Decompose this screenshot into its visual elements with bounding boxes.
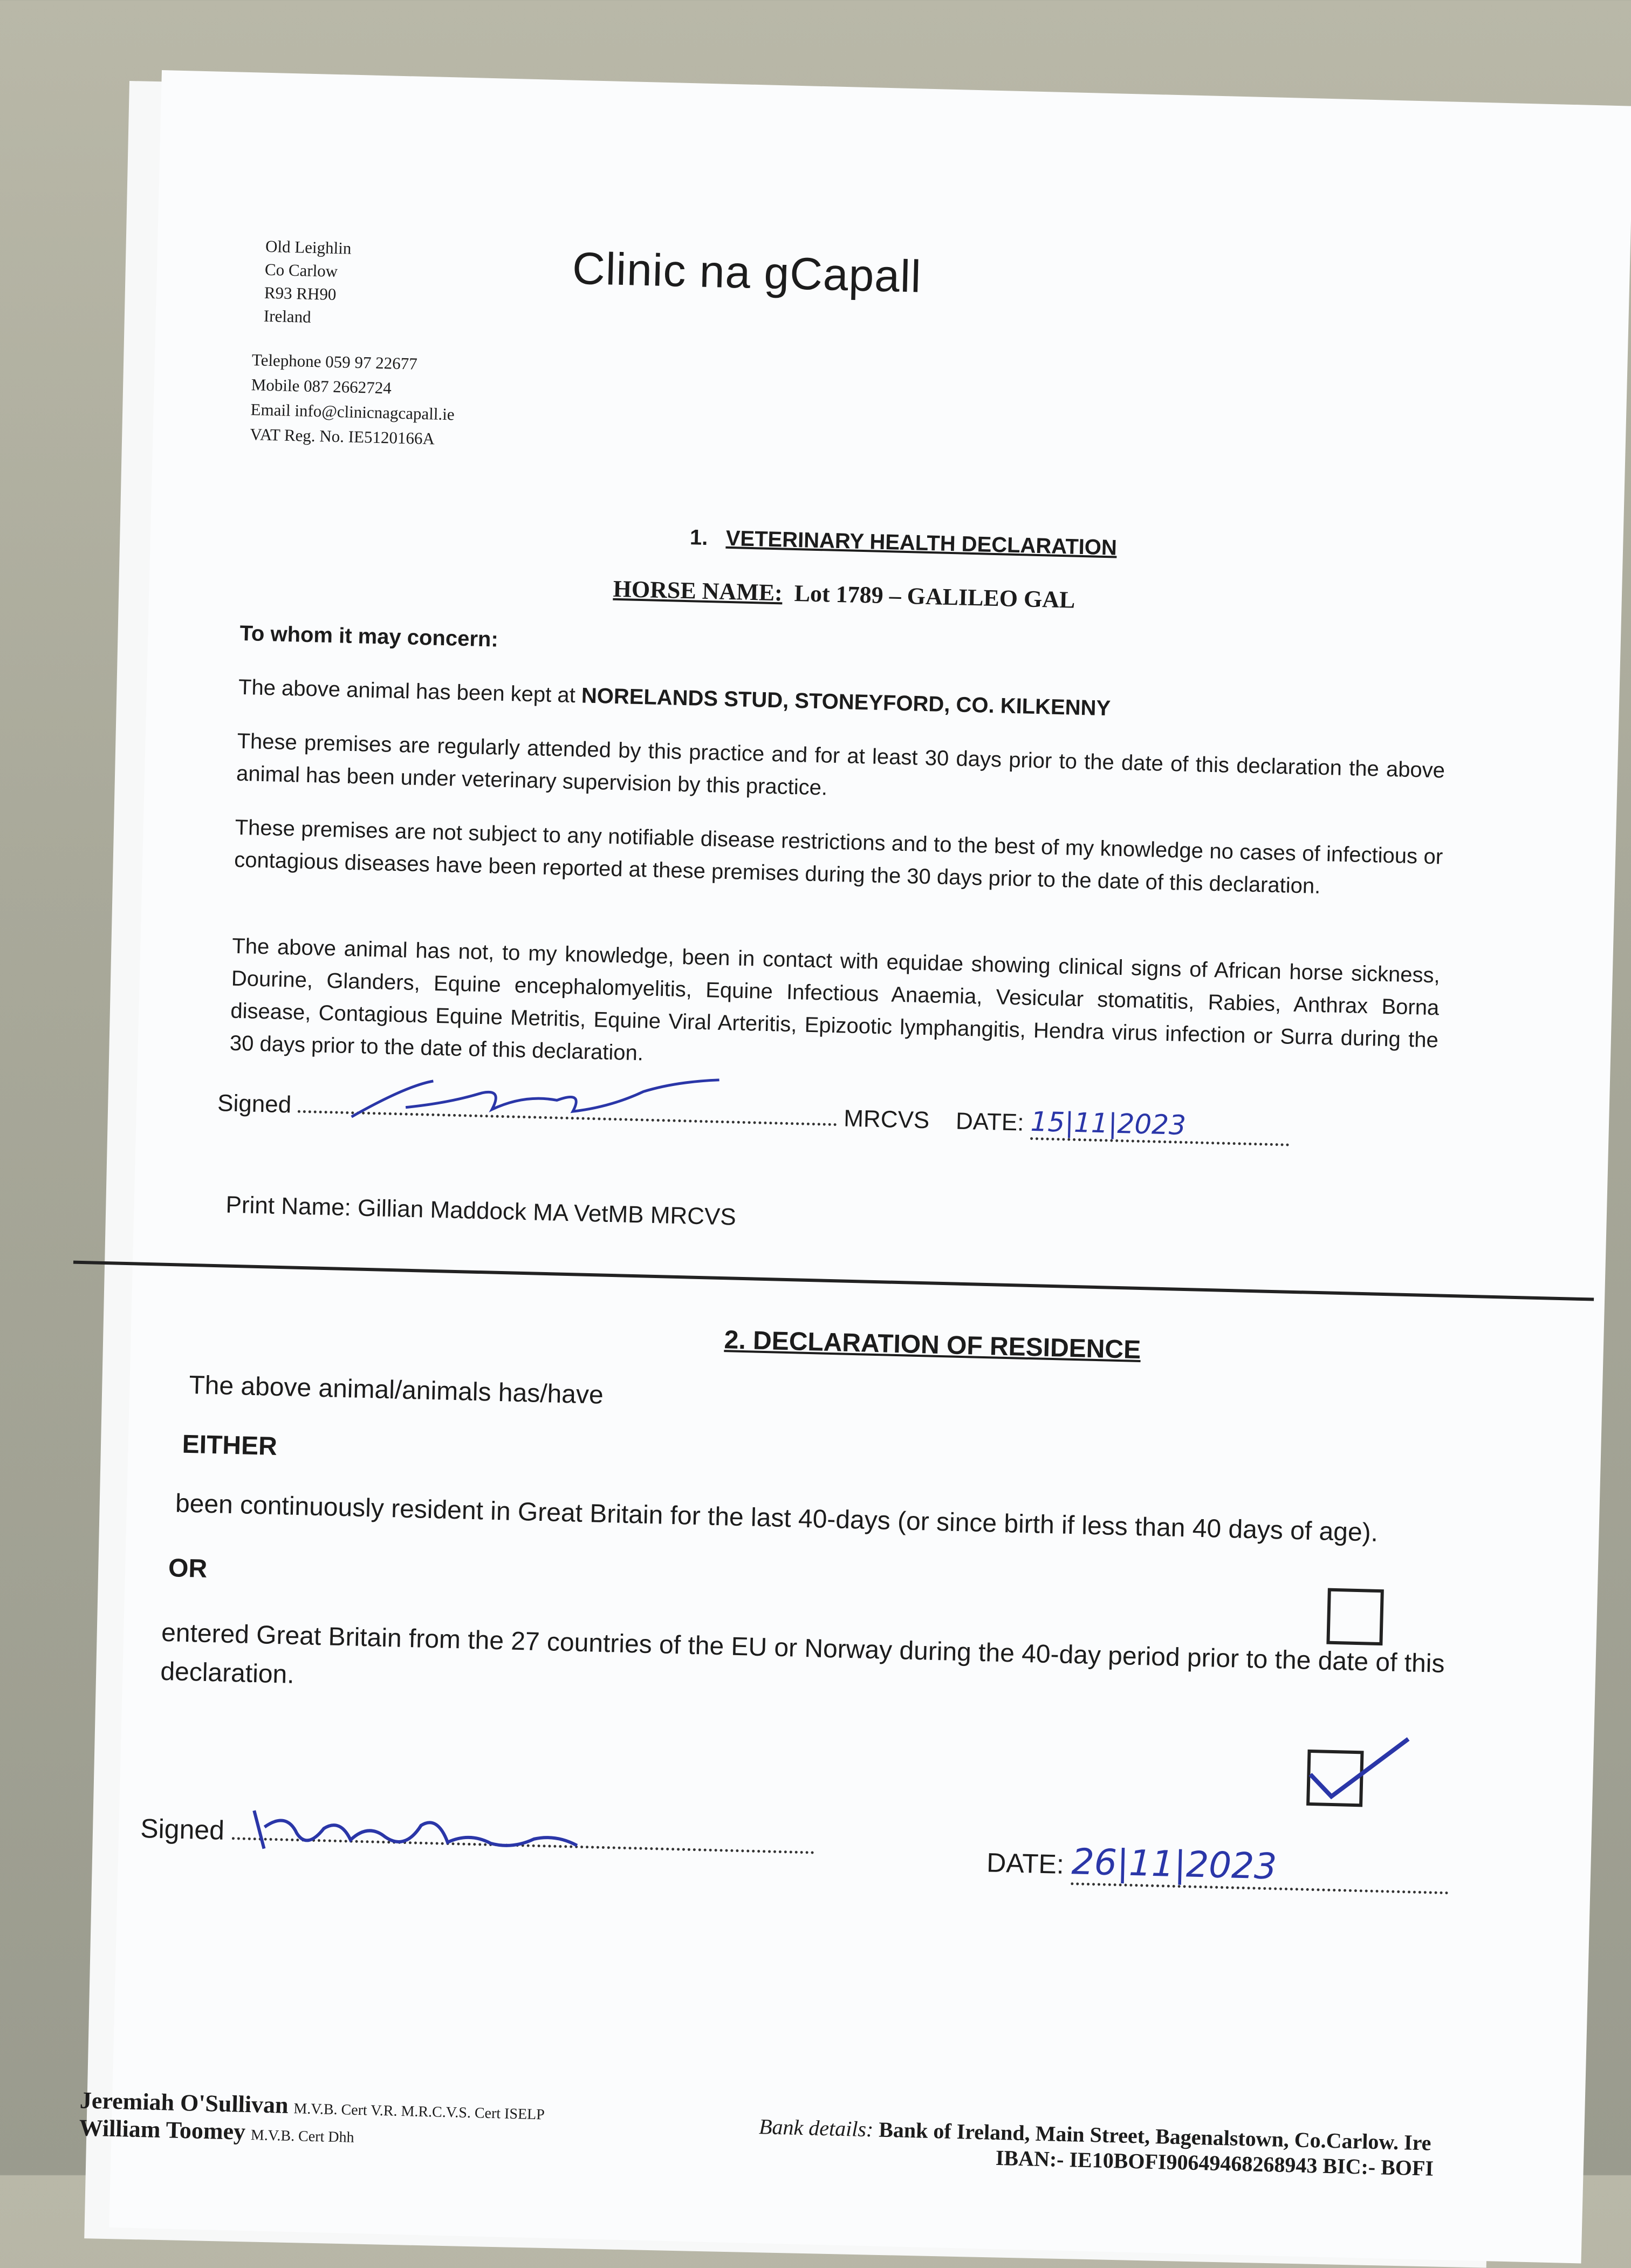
footer-bank [758, 2114, 1568, 2184]
kept-at-line [238, 671, 1447, 733]
clinic-contact [250, 347, 456, 452]
section2-sign-row [140, 1813, 815, 1861]
horse-name-value: Lot 1789 – GALILEO GAL [794, 579, 1075, 613]
section-divider [73, 1261, 1594, 1301]
date-label: DATE: [986, 1847, 1065, 1880]
salutation: To whom it may concern: [239, 621, 499, 652]
clinic-logo: Clinic na gCapall [572, 242, 922, 302]
print-name: Print Name: Gillian Maddock MA VetMB MRCVS [225, 1191, 737, 1231]
para-supervision: These premises are regularly attended by this practice and for at least 30 days prior to the date of this declaration the above animal has been under veterinary supervision by this practice. [236, 729, 1445, 800]
mobile: Mobile 087 2662724 [251, 375, 392, 398]
address-line: Co Carlow [264, 259, 338, 281]
address-line: R93 RH90 [264, 283, 337, 304]
address-line: Ireland [263, 306, 312, 326]
vet-qualifications: M.V.B. Cert V.R. M.R.C.V.S. Cert ISELP [293, 2100, 545, 2123]
section-title: VETERINARY HEALTH DECLARATION [725, 526, 1118, 560]
email: Email info@clinicnagcapall.ie [250, 400, 455, 424]
signature-line [298, 1110, 837, 1126]
section2-title: 2. DECLARATION OF RESIDENCE [724, 1326, 1141, 1365]
vet-name: Jeremiah O'Sullivan [79, 2087, 289, 2119]
section1-heading [690, 525, 1118, 560]
iban-bic: IBAN:- IE10BOFI90649468268943 BIC:- BOFI [995, 2145, 1434, 2181]
mrcvs-label: MRCVS [843, 1105, 930, 1134]
option1-text: been continuously resident in Great Britain for the last 40-days (or since birth if less than 40 days of age). [175, 1489, 1379, 1547]
address-line: Old Leighlin [265, 236, 352, 258]
bank-address: Bank of Ireland, Main Street, Bagenalstown, Co.Carlow. Ire [878, 2117, 1432, 2155]
either-label: EITHER [182, 1430, 278, 1461]
checkmark-icon [1304, 1731, 1414, 1804]
para-restrictions: These premises are not subject to any notifiable disease restrictions and to the best of my knowledge no cases of infectious or contagious diseases have been reported at these premises during the 30 days prior to the date of this declaration. [234, 815, 1443, 898]
para-contact: The above animal has not, to my knowledge, been in contact with equidae showing clinical signs of African horse sickness, Dourine, Glanders, Equine encephalomyelitis, Equine Infectious Anaemia, Vesicular stomatitis, Rabies, Anthrax Borna disease, Contagious Equine Metritis, Equine Viral Arteritis, Epizootic lymphangitis, Hendra virus infection or Surra during the 30 days prior to the date of this declaration. [229, 934, 1441, 1065]
or-label: OR [168, 1554, 208, 1583]
section2-date-row [986, 1839, 1449, 1894]
signed-label: Signed [217, 1090, 292, 1118]
date-label: DATE: [955, 1108, 1025, 1136]
signed-label: Signed [140, 1813, 225, 1846]
vet-signature [340, 1068, 773, 1138]
owner-date-handwritten: 26|11|2023 [1071, 1841, 1450, 1894]
owner-signature-line [232, 1837, 814, 1854]
kept-prefix: The above animal has been kept at [238, 675, 576, 708]
section-number: 1. [689, 525, 709, 550]
owner-signature [242, 1800, 653, 1869]
residence-intro: The above animal/animals has/have [188, 1370, 604, 1410]
section1-sign-row [217, 1086, 1290, 1146]
clinic-address [263, 235, 351, 330]
horse-name-line [613, 575, 1075, 614]
option2-text: entered Great Britain from the 27 countries of the EU or Norway during the 40-day period prior to the date of this declaration. [160, 1618, 1445, 1689]
horse-name-label: HORSE NAME: [613, 575, 783, 606]
footer-vets [79, 2086, 545, 2153]
option1-checkbox[interactable] [1326, 1588, 1384, 1646]
bank-label: Bank details: [758, 2114, 874, 2142]
vet-name: William Toomey [79, 2114, 246, 2145]
document-page [79, 70, 1631, 2264]
vet-qualifications: M.V.B. Cert Dhh [250, 2127, 354, 2146]
vat-reg: VAT Reg. No. IE5120166A [250, 425, 435, 448]
vet-date-handwritten: 15|11|2023 [1030, 1106, 1290, 1146]
option2-checkbox[interactable] [1306, 1750, 1364, 1807]
telephone: Telephone 059 97 22677 [251, 350, 418, 373]
kept-location: NORELANDS STUD, STONEYFORD, CO. KILKENNY [581, 684, 1111, 721]
